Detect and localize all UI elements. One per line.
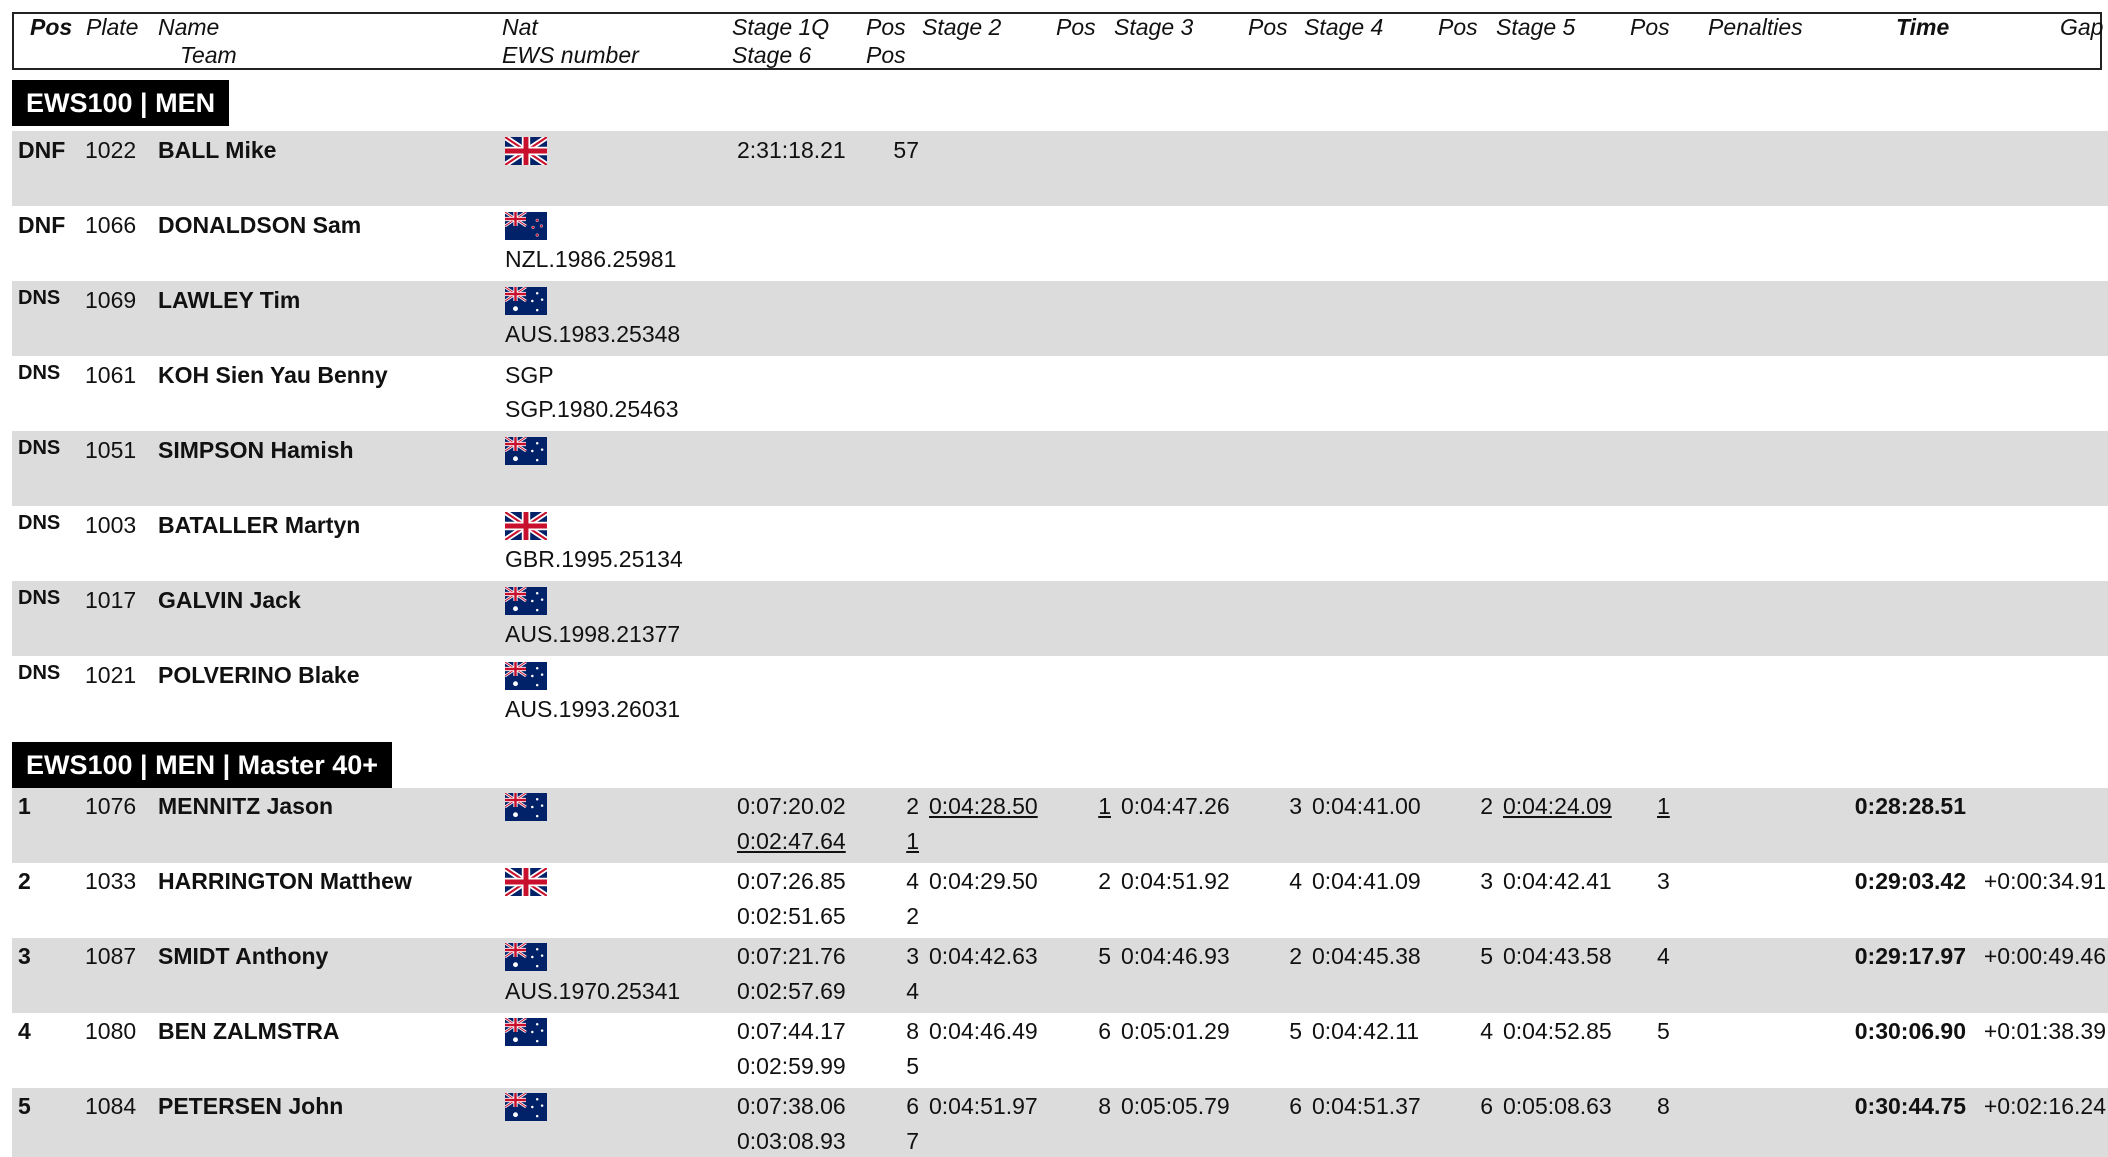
row-plate: 1069 [85, 287, 137, 313]
ews-number: GBR.1995.25134 [505, 546, 683, 572]
row-name: SMIDT Anthony [158, 943, 329, 969]
aus-flag-icon [505, 662, 547, 690]
row-plate: 1076 [85, 793, 137, 819]
stage3-pos: 2 [1289, 943, 1302, 969]
ews-number: AUS.1993.26031 [505, 696, 681, 722]
row-plate: 1061 [85, 362, 137, 388]
row-pos: 5 [18, 1093, 31, 1119]
stage1q-time: 0:07:21.76 [737, 943, 846, 969]
stage6-time: 0:02:47.64 [737, 828, 846, 854]
ews-number: AUS.1983.25348 [505, 321, 681, 347]
total-time: 0:30:06.90 [1854, 1018, 1966, 1044]
table-row [12, 431, 2108, 506]
stage4-time: 0:04:42.11 [1312, 1018, 1420, 1044]
stage4-pos: 4 [1480, 1018, 1493, 1044]
gap: +0:01:38.39 [1983, 1018, 2106, 1044]
stage4-time: 0:04:51.37 [1312, 1093, 1421, 1119]
section-title: EWS100 | MEN | Master 40+ [12, 742, 392, 788]
table-row [12, 938, 2108, 1013]
row-plate: 1017 [85, 587, 137, 613]
table-row [12, 581, 2108, 656]
stage3-time: 0:05:01.29 [1121, 1018, 1230, 1044]
section-title: EWS100 | MEN [12, 80, 229, 126]
stage3-time: 0:04:46.93 [1121, 943, 1230, 969]
row-name: BATALLER Martyn [158, 512, 361, 538]
stage2-pos: 5 [1098, 943, 1111, 969]
stage6-pos: 2 [906, 903, 919, 929]
header-time: Time [1896, 14, 1950, 40]
row-plate: 1084 [85, 1093, 137, 1119]
table-row [12, 206, 2108, 281]
row-pos: DNS [18, 662, 61, 684]
total-time: 0:29:17.97 [1854, 943, 1966, 969]
stage6-time: 0:03:08.93 [737, 1128, 846, 1154]
aus-flag-icon [505, 437, 547, 465]
stage1q-pos: 2 [906, 793, 919, 819]
row-plate: 1066 [85, 212, 137, 238]
aus-flag-icon [505, 793, 547, 821]
header-stage2: Stage 2 [922, 14, 1002, 40]
table-row [12, 788, 2108, 863]
row-plate: 1051 [85, 437, 137, 463]
stage4-time: 0:04:45.38 [1312, 943, 1421, 969]
stage2-time: 0:04:51.97 [929, 1093, 1038, 1119]
row-name: GALVIN Jack [158, 587, 301, 613]
gbr-flag-icon [505, 868, 547, 896]
stage3-pos: 4 [1289, 868, 1302, 894]
table-row [12, 1013, 2108, 1088]
stage4-pos: 3 [1480, 868, 1493, 894]
stage2-time: 0:04:42.63 [929, 943, 1038, 969]
stage4-pos: 2 [1480, 793, 1493, 819]
header-ews-number: EWS number [502, 42, 639, 68]
row-name: PETERSEN John [158, 1093, 344, 1119]
table-row [12, 131, 2108, 206]
ews-number: NZL.1986.25981 [505, 246, 677, 272]
aus-flag-icon [505, 943, 547, 971]
row-plate: 1003 [85, 512, 137, 538]
header-gap: Gap [2060, 14, 2104, 40]
ews-number: SGP.1980.25463 [505, 396, 679, 422]
stage6-time: 0:02:59.99 [737, 1053, 846, 1079]
stage2-pos: 8 [1098, 1093, 1111, 1119]
stage2-time: 0:04:46.49 [929, 1018, 1038, 1044]
row-name: BEN ZALMSTRA [158, 1018, 340, 1044]
header-stage1q: Stage 1Q [732, 14, 830, 40]
stage1q-pos: 57 [893, 137, 919, 163]
row-pos: DNS [18, 362, 61, 384]
table-row [12, 863, 2108, 938]
row-name: KOH Sien Yau Benny [158, 362, 388, 388]
stage1q-time: 0:07:44.17 [737, 1018, 846, 1044]
stage4-time: 0:04:41.00 [1312, 793, 1421, 819]
header-team: Team [180, 42, 237, 68]
table-header [12, 12, 2102, 70]
gap: +0:00:34.91 [1983, 868, 2106, 894]
header-stage6: Stage 6 [732, 42, 812, 68]
row-name: HARRINGTON Matthew [158, 868, 412, 894]
ews-number: AUS.1998.21377 [505, 621, 681, 647]
stage1q-pos: 3 [906, 943, 919, 969]
header-pos-c: Pos [1248, 14, 1288, 40]
stage3-pos: 5 [1289, 1018, 1302, 1044]
table-row [12, 356, 2108, 431]
stage5-time: 0:05:08.63 [1503, 1093, 1612, 1119]
row-pos: DNF [18, 212, 66, 238]
gbr-flag-icon [505, 137, 547, 165]
row-pos: DNS [18, 437, 61, 459]
header-stage4: Stage 4 [1304, 14, 1384, 40]
row-name: POLVERINO Blake [158, 662, 360, 688]
header-penalties: Penalties [1708, 14, 1803, 40]
stage5-time: 0:04:42.41 [1503, 868, 1612, 894]
stage5-pos: 3 [1657, 868, 1670, 894]
header-pos-a2: Pos [866, 42, 906, 68]
stage3-pos: 3 [1289, 793, 1302, 819]
row-name: LAWLEY Tim [158, 287, 301, 313]
total-time: 0:28:28.51 [1854, 793, 1966, 819]
stage2-pos: 2 [1098, 868, 1111, 894]
row-pos: DNS [18, 512, 61, 534]
aus-flag-icon [505, 1093, 547, 1121]
row-pos: 2 [18, 868, 31, 894]
stage3-time: 0:05:05.79 [1121, 1093, 1230, 1119]
aus-flag-icon [505, 287, 547, 315]
stage2-pos: 6 [1098, 1018, 1111, 1044]
stage5-pos: 8 [1657, 1093, 1670, 1119]
header-pos-e: Pos [1630, 14, 1670, 40]
stage1q-time: 0:07:20.02 [737, 793, 846, 819]
row-pos: 4 [18, 1018, 31, 1044]
row-pos: DNS [18, 587, 61, 609]
header-plate: Plate [86, 14, 139, 40]
header-nat: Nat [502, 14, 538, 40]
stage5-pos: 4 [1657, 943, 1670, 969]
header-pos-b: Pos [1056, 14, 1096, 40]
gbr-flag-icon [505, 512, 547, 540]
header-stage3: Stage 3 [1114, 14, 1194, 40]
stage6-pos: 5 [906, 1053, 919, 1079]
table-row [12, 506, 2108, 581]
row-pos: 3 [18, 943, 31, 969]
row-name: MENNITZ Jason [158, 793, 334, 819]
stage5-time: 0:04:24.09 [1503, 793, 1612, 819]
stage5-time: 0:04:52.85 [1503, 1018, 1612, 1044]
header-stage5: Stage 5 [1496, 14, 1576, 40]
stage1q-time: 0:07:26.85 [737, 868, 846, 894]
stage2-time: 0:04:29.50 [929, 868, 1038, 894]
stage3-time: 0:04:51.92 [1121, 868, 1230, 894]
row-name: DONALDSON Sam [158, 212, 362, 238]
stage1q-time: 0:07:38.06 [737, 1093, 846, 1119]
row-pos: 1 [18, 793, 31, 819]
stage2-pos: 1 [1098, 793, 1111, 819]
row-name: SIMPSON Hamish [158, 437, 354, 463]
stage3-pos: 6 [1289, 1093, 1302, 1119]
header-pos: Pos [30, 14, 73, 40]
aus-flag-icon [505, 1018, 547, 1046]
row-plate: 1022 [85, 137, 137, 163]
stage6-time: 0:02:51.65 [737, 903, 846, 929]
row-name: BALL Mike [158, 137, 277, 163]
stage6-time: 0:02:57.69 [737, 978, 846, 1004]
row-pos: DNF [18, 137, 66, 163]
row-plate: 1033 [85, 868, 137, 894]
stage5-pos: 1 [1657, 793, 1670, 819]
table-row [12, 656, 2108, 731]
stage3-time: 0:04:47.26 [1121, 793, 1230, 819]
row-plate: 1087 [85, 943, 137, 969]
header-pos-a: Pos [866, 14, 906, 40]
stage6-pos: 1 [906, 828, 919, 854]
row-plate: 1080 [85, 1018, 137, 1044]
total-time: 0:29:03.42 [1854, 868, 1966, 894]
stage6-pos: 7 [906, 1128, 919, 1154]
table-row [12, 281, 2108, 356]
stage1q-pos: 8 [906, 1018, 919, 1044]
row-pos: DNS [18, 287, 61, 309]
stage5-pos: 5 [1657, 1018, 1670, 1044]
gap: +0:00:49.46 [1983, 943, 2106, 969]
nzl-flag-icon [505, 212, 547, 240]
row-plate: 1021 [85, 662, 137, 688]
stage2-time: 0:04:28.50 [929, 793, 1038, 819]
stage4-time: 0:04:41.09 [1312, 868, 1421, 894]
stage5-time: 0:04:43.58 [1503, 943, 1612, 969]
stage4-pos: 6 [1480, 1093, 1493, 1119]
stage4-pos: 5 [1480, 943, 1493, 969]
nat-text: SGP [505, 362, 554, 388]
gap: +0:02:16.24 [1983, 1093, 2106, 1119]
stage1q-pos: 4 [906, 868, 919, 894]
aus-flag-icon [505, 587, 547, 615]
header-name: Name [158, 14, 220, 40]
ews-number: AUS.1970.25341 [505, 978, 681, 1004]
header-pos-d: Pos [1438, 14, 1478, 40]
stage1q-time: 2:31:18.21 [737, 137, 846, 163]
table-row [12, 1088, 2108, 1157]
total-time: 0:30:44.75 [1854, 1093, 1966, 1119]
stage6-pos: 4 [906, 978, 919, 1004]
stage1q-pos: 6 [906, 1093, 919, 1119]
